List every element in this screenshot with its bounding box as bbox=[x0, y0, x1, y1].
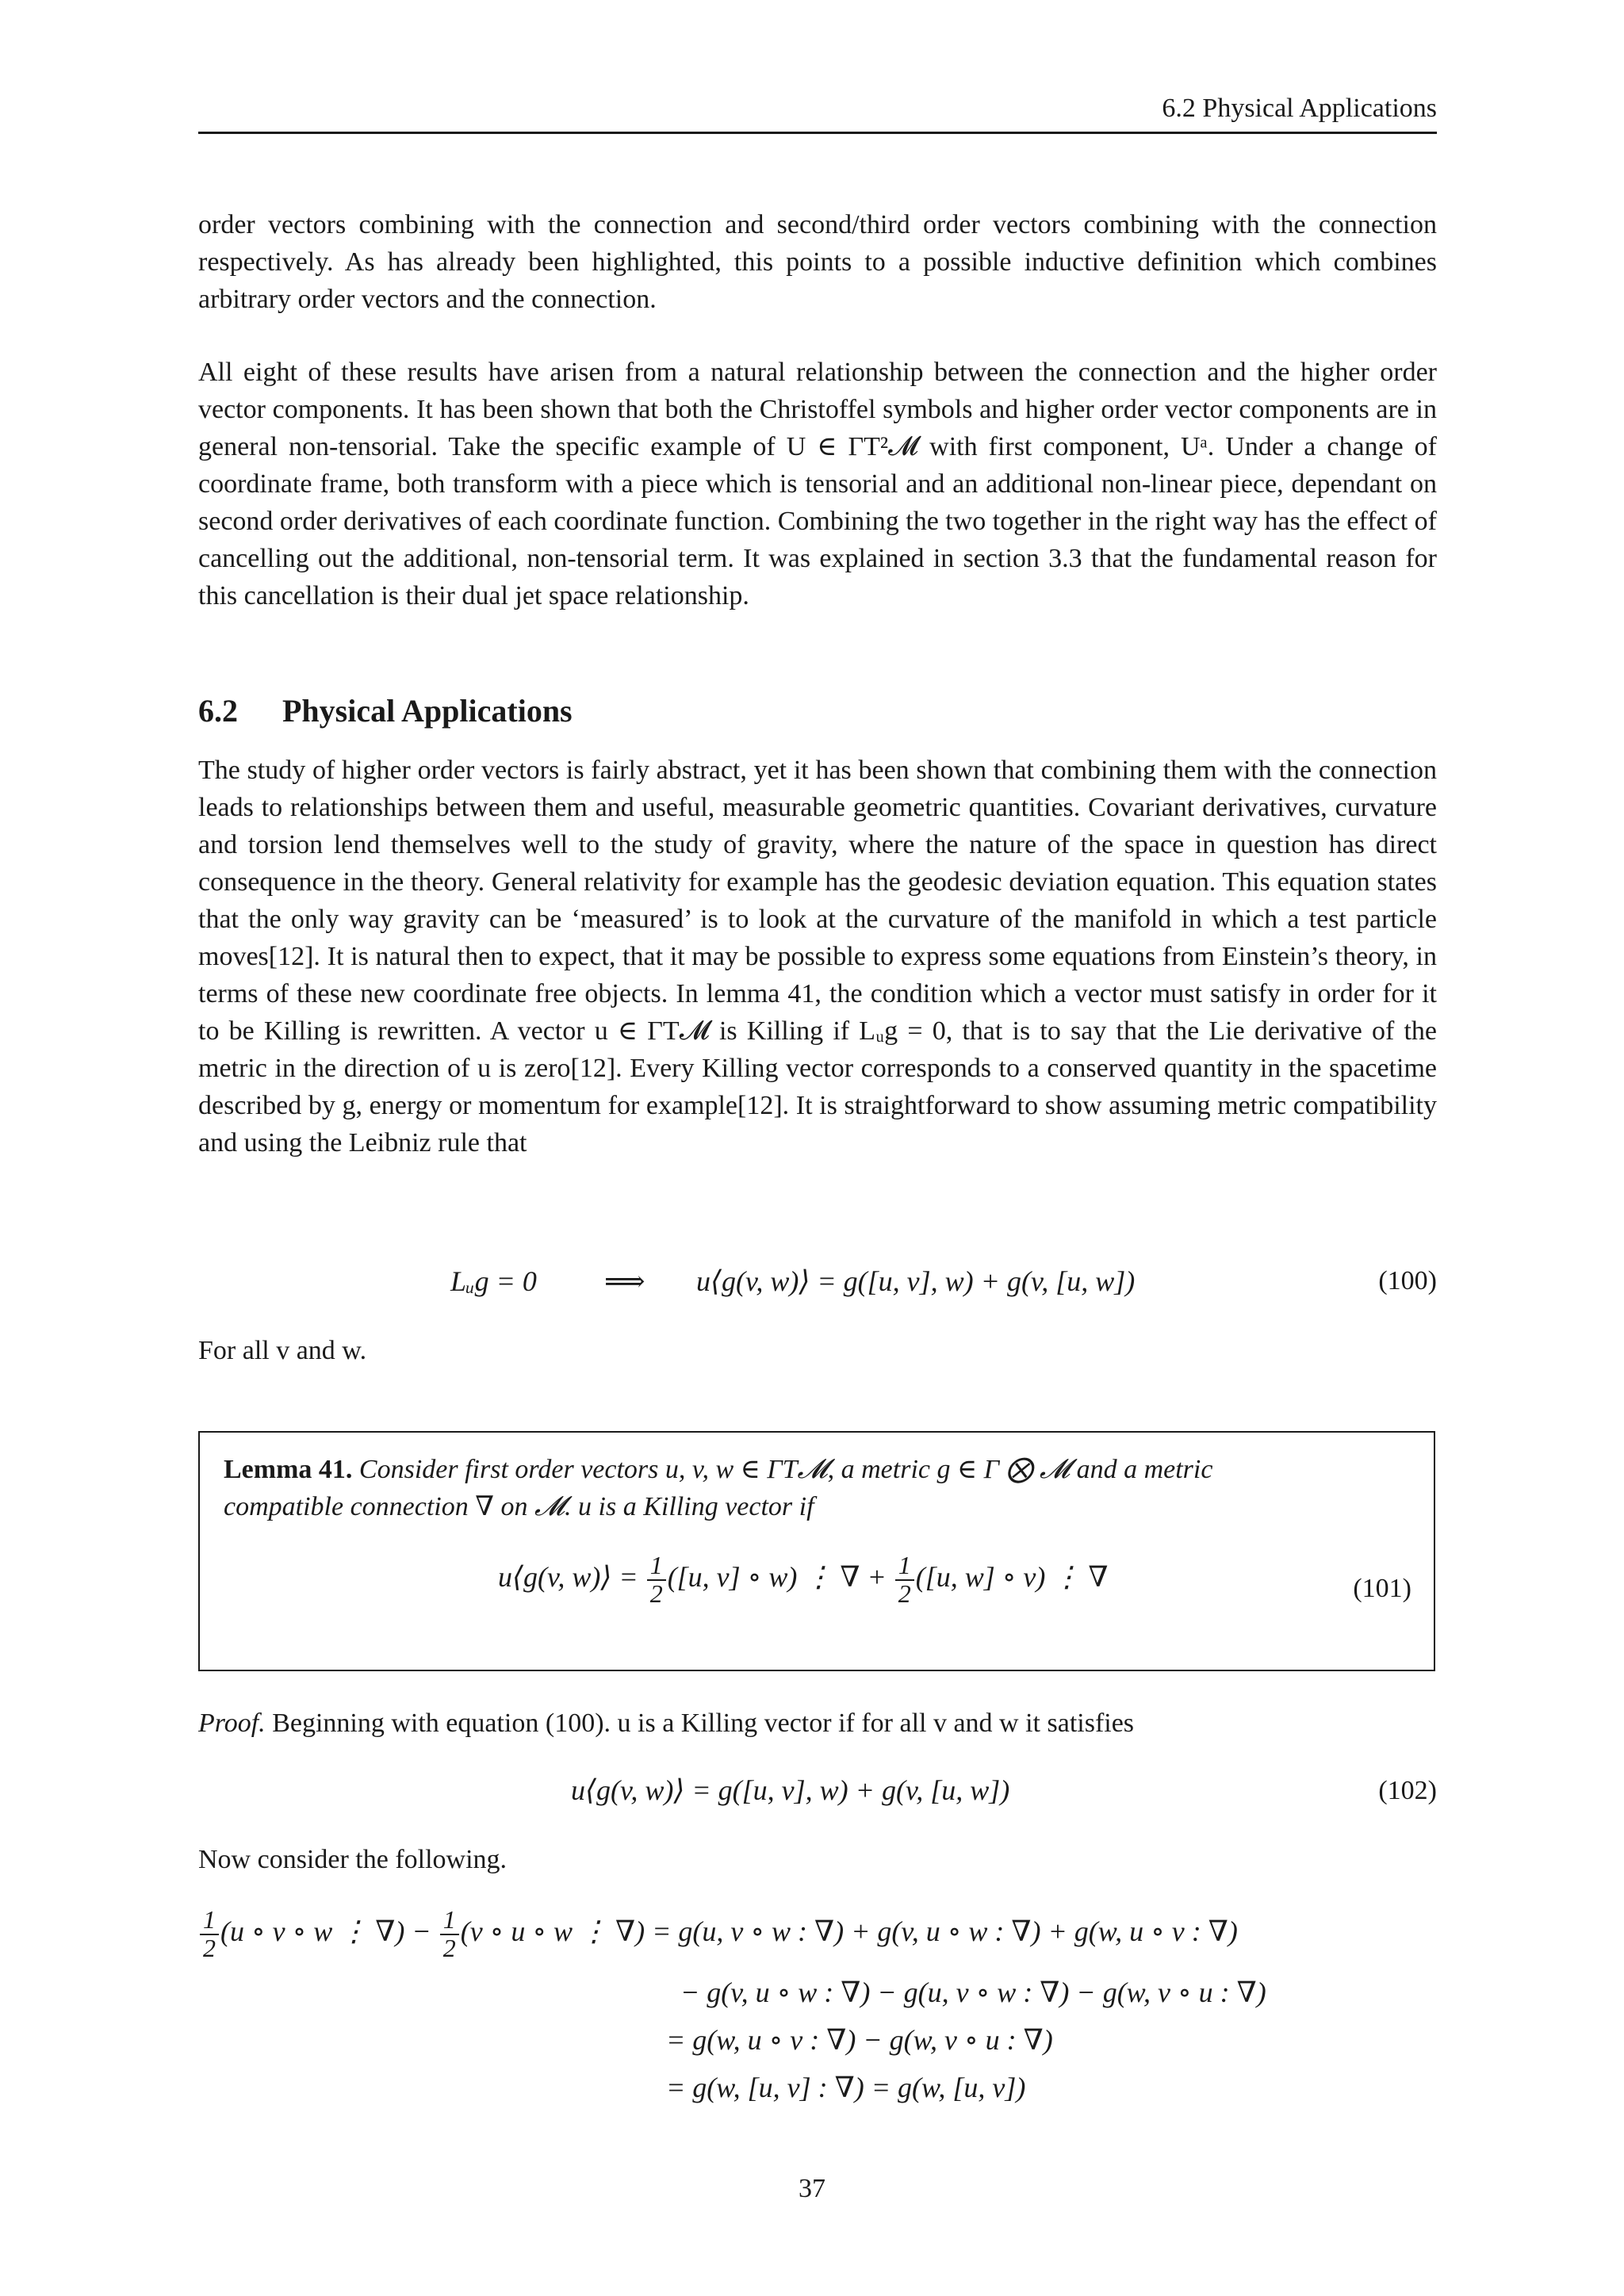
paragraph-2: All eight of these results have arisen from a natural relationship between the connection and the higher order vector components. It has been shown that both the Christoffel symbols and higher order vector components are in general non-tensorial. Take the specific example of U ∈ ΓT²𝓜 with first component, Uᵃ. Under a change of coordinate frame, both transform with a piece which is tensorial and an additional non-linear piece, dependant on second order derivatives of each coordinate function. Combining the two together in the right way has the effect of cancelling out the additional, non-tensorial term. It was explained in section 3.3 that the fundamental reason for this cancellation is their dual jet space relationship. bbox=[198, 358, 1437, 610]
eq-final-line2: − g(v, u ∘ w : ∇) − g(u, v ∘ w : ∇) − g(w, v ∘ u : ∇) bbox=[680, 1976, 1266, 2008]
frac-numerator: 1 bbox=[895, 1552, 914, 1581]
half-b bbox=[440, 1907, 459, 1961]
frac-denominator: 2 bbox=[442, 1933, 456, 1962]
eq101-half-1 bbox=[647, 1552, 666, 1607]
eq101-term2: ([u, w] ∘ v) ⋮ ∇ bbox=[915, 1560, 1109, 1593]
eq101-term1: ([u, v] ∘ w) ⋮ ∇ + bbox=[667, 1560, 887, 1593]
section-title: Physical Applications bbox=[282, 693, 573, 729]
eq101-half-2 bbox=[895, 1552, 914, 1607]
paragraph-3: The study of higher order vectors is fairly abstract, yet it has been shown that combining them with the connection leads to relationships between them and useful, measurable geometric quantities. Covariant derivatives, curvature and torsion lend themselves well to the study of gravity, where the nature of the space in question has direct consequence in the theory. General relativity for example has the geodesic deviation equation. This equation states that the only way gravity can be ‘measured’ is to look at the curvature of the manifold in which a test particle moves[12]. It is natural then to expect, that it may be possible to express some equations from Einstein’s theory, in terms of these new coordinate free objects. In lemma 41, the condition which a vector must satisfy in order for it to be Killing is rewritten. A vector u ∈ ΓT𝓜 is Killing if Lᵤg = 0, that is to say that the Lie derivative of the metric in the direction of u is zero[12]. Every Killing vector corresponds to a conserved quantity in the spacetime described by g, energy or momentum for example[12]. It is straightforward to show assuming metric compatibility and using the Leibniz rule that bbox=[198, 756, 1437, 1158]
eq100-rhs: u⟨g(v, w)⟩ = g([u, v], w) + g(v, [u, w]) bbox=[696, 1265, 1136, 1297]
eq-final-lhs-b: (v ∘ u ∘ w ⋮ ∇) = g(u, v ∘ w : ∇) + g(v, u ∘ w : ∇) + g(w, u ∘ v : ∇) bbox=[460, 1915, 1238, 1947]
frac-denominator: 2 bbox=[649, 1578, 663, 1608]
page-number: 37 bbox=[799, 2174, 825, 2203]
lemma-label: Lemma 41. bbox=[224, 1455, 353, 1484]
half-a bbox=[200, 1907, 219, 1961]
eq-final-line1 bbox=[198, 1907, 1238, 1961]
paragraph-6: Now consider the following. bbox=[198, 1845, 508, 1874]
frac-numerator: 1 bbox=[200, 1907, 219, 1935]
eq100-implies: ⟹ bbox=[604, 1265, 645, 1297]
eq102: u⟨g(v, w)⟩ = g([u, v], w) + g(v, [u, w]) bbox=[571, 1774, 1010, 1806]
eq100-number: (100) bbox=[1378, 1266, 1437, 1295]
paragraph-1: order vectors combining with the connection and second/third order vectors combining with the connection respectively. As has already been highlighted, this points to a possible inductive definition which combines arbitrary order vectors and the connection. bbox=[198, 210, 1437, 314]
lemma-text-line1: Consider first order vectors u, v, w ∈ ΓT𝓜, a metric g ∈ Γ ⨂ 𝓜 and a metric bbox=[358, 1455, 1213, 1484]
frac-numerator: 1 bbox=[647, 1552, 666, 1581]
paragraph-4: For all v and w. bbox=[198, 1336, 367, 1365]
eq101-number: (101) bbox=[1353, 1574, 1411, 1603]
proof-text: Beginning with equation (100). u is a Killing vector if for all v and w it satisfies bbox=[272, 1709, 1135, 1738]
lemma-text-line2: compatible connection ∇ on 𝓜. u is a Killing vector if bbox=[224, 1492, 814, 1521]
eq101-lhs: u⟨g(v, w)⟩ = bbox=[498, 1560, 638, 1593]
eq100-lhs: Lᵤg = 0 bbox=[450, 1265, 537, 1297]
paragraph-proof bbox=[198, 1705, 1437, 1742]
frac-denominator: 2 bbox=[898, 1578, 911, 1608]
eq-final-lhs-a: (u ∘ v ∘ w ⋮ ∇) − bbox=[220, 1915, 431, 1947]
section-heading bbox=[198, 692, 573, 729]
eq102-number: (102) bbox=[1378, 1776, 1437, 1805]
lemma-statement bbox=[224, 1451, 1413, 1525]
eq-final-line3: = g(w, u ∘ v : ∇) − g(w, v ∘ u : ∇) bbox=[666, 2024, 1053, 2056]
header-rule bbox=[198, 132, 1437, 134]
frac-denominator: 2 bbox=[203, 1933, 216, 1962]
proof-label: Proof. bbox=[198, 1709, 266, 1738]
section-number: 6.2 bbox=[198, 693, 238, 729]
eq101 bbox=[498, 1552, 1109, 1607]
frac-numerator: 1 bbox=[440, 1907, 459, 1935]
running-head: 6.2 Physical Applications bbox=[1162, 94, 1437, 123]
eq-final-line4: = g(w, [u, v] : ∇) = g(w, [u, v]) bbox=[666, 2072, 1026, 2103]
